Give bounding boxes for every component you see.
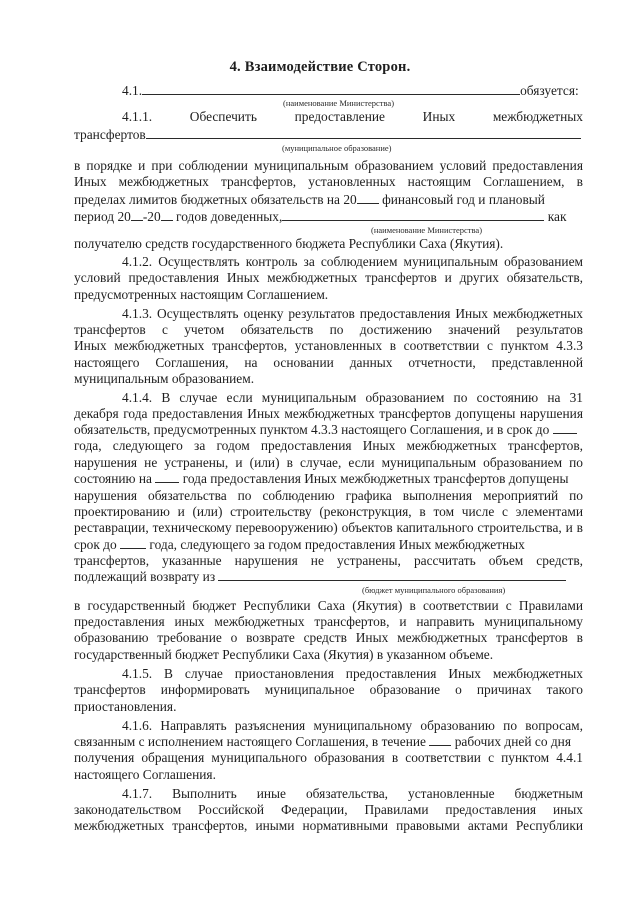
line-text: условий предоставления Иных межбюджетных трансфертов и других обязательств, [74,270,583,285]
text-line [74,270,583,286]
line-text: предусмотренных настоящим Соглашением. [74,287,329,302]
line-text: в государственный бюджет Республики Саха (Якутия) в соответствии с Правилами [74,598,583,613]
line-text: приостановления. [74,699,177,714]
text-line [74,569,583,585]
line-tail: года предоставления Иных межбюджетных трансфертов допущены [179,471,569,486]
text-line [74,520,583,536]
field-caption: (бюджет муниципального образования) [362,585,506,595]
blank-fill-line [146,127,581,139]
line-text: срок до [74,537,117,552]
section-title: 4. Взаимодействие Сторон. [229,59,411,75]
line-text: в порядке и при соблюдении муниципальным образованием условий предоставления [74,158,583,173]
text-line [74,422,583,438]
text-line [122,666,583,682]
text-line [74,287,583,303]
line-tail: обязуется: [520,83,579,98]
field-caption: (муниципальное образование) [282,143,392,153]
blank-fill-line [142,83,520,95]
text-line [74,236,583,252]
line-text: 4.1.2. Осуществлять контроль за соблюдением муниципальным образованием [122,254,583,269]
line-text: предоставления иных межбюджетных трансфертов, и направить муниципальному [74,614,583,629]
line-text: получения обращения муниципального образования в соответствии с пунктом 4.4.1 [74,750,583,765]
text-line [74,488,583,504]
line-text: декабря года предоставления Иных межбюджетных трансфертов допущены нарушения [74,406,583,421]
text-line [74,699,583,715]
blank-fill-line [553,422,577,434]
line-text: состоянию на [74,471,152,486]
blank-fill-line [120,537,146,549]
line-text: муниципальным образованием. [74,371,255,386]
line-text: года, следующего за годом предоставления Иных межбюджетных трансфертов, [74,438,583,453]
line-text: трансфертов информировать муниципальное образование о причинах такого [74,682,583,697]
line-text: связанным с исполнением настоящего Соглашения, в течение [74,734,426,749]
blank-fill-line [357,192,379,204]
text-line [74,209,583,225]
line-text: Иных межбюджетных трансфертов, установленных в соответствии с пунктом 4.3.3 [74,338,583,353]
line-text: нарушения не устранены, и (или) в случае, если муниципальным образованием по [74,455,583,470]
blank-fill-line [429,734,451,746]
text-line [74,127,583,143]
text-line [74,355,583,371]
line-text: 4.1. [122,83,143,98]
line-text: период 20 [74,209,131,224]
text-line [122,390,583,406]
line-text: Иных межбюджетных трансфертов, установленных настоящим Соглашением, в [74,174,583,189]
line-text: настоящего Соглашения. [74,767,216,782]
line-tail: финансовый год и плановый [378,192,545,207]
text-line [74,537,583,553]
line-text: 4.1.3. Осуществлять оценку результатов предоставления Иных межбюджетных [122,306,583,321]
line-text: обязательств, предусмотренных пунктом 4.3.3 настоящего Соглашения, и в срок до [74,422,550,437]
line-text: настоящего Соглашения, на основании данных отчетности, представленной [74,355,583,370]
line-text: трансфертов, указанные нарушения не устранены, рассчитать объем средств, [74,553,583,568]
text-line [122,306,583,322]
text-line [122,109,583,125]
line-text: трансфертов с учетом обязательств по достижению значений результатов [74,322,583,337]
line-text: нарушения обязательства по соблюдению графика выполнения мероприятий по [74,488,583,503]
blank-fill-line [131,209,143,221]
text-line [74,504,583,520]
text-line [74,192,583,208]
line-text: 4.1.7. Выполнить иные обязательства, установленные бюджетным [122,786,583,801]
text-line [74,682,583,698]
line-mid: -20 [142,209,161,224]
line-text: проектированию и (или) строительству (реконструкция, в том числе с элементами [74,504,583,519]
line-end: как [547,209,567,224]
text-line [74,553,583,569]
text-line [74,598,583,614]
line-text: 4.1.4. В случае если муниципальным образованием по состоянию на 31 [122,390,583,405]
field-caption: (наименование Министерства) [283,98,395,108]
line-tail: года, следующего за годом предоставления Иных межбюджетных [146,537,525,552]
text-line [74,767,583,783]
text-line [122,254,583,270]
line-text: реставрации, техническому перевооружению) объектов капитального строительства, и в [74,520,583,535]
line-tail: годов доведенных, [172,209,283,224]
text-line [74,371,583,387]
text-line [74,438,583,454]
text-line [74,630,583,646]
line-text: трансфертов [74,127,146,142]
line-text: межбюджетных трансфертов, иными нормативными правовыми актами Республики [74,818,583,833]
text-line [74,406,583,422]
text-line [74,750,583,766]
line-text: образованию требование о возврате средств Иных межбюджетных трансфертов в [74,630,583,645]
text-line [74,647,583,663]
line-text: подлежащий возврату из [74,569,216,584]
text-line [74,802,583,818]
line-text: пределах лимитов бюджетных обязательств на 20 [74,192,357,207]
text-line [74,734,583,750]
line-text: законодательством Российской Федерации, Правилами предоставления иных [74,802,583,817]
text-line [74,818,583,834]
text-line [74,614,583,630]
text-line [74,322,583,338]
text-line [74,158,583,174]
line-text: 4.1.6. Направлять разъяснения муниципальному образованию по вопросам, [122,718,583,733]
text-line [122,83,583,99]
field-caption: (наименование Министерства) [371,225,483,235]
line-text: государственный бюджет Республики Саха (Якутия) в указанном объеме. [74,647,494,662]
blank-fill-line [282,209,544,221]
line-text: получателю средств государственного бюджета Республики Саха (Якутия). [74,236,504,251]
blank-fill-line [218,569,566,581]
text-line [74,455,583,471]
line-text: 4.1.1. Обеспечить предоставление Иных межбюджетных [122,109,583,124]
text-line [122,786,583,802]
line-text: 4.1.5. В случае приостановления предоставления Иных межбюджетных [122,666,583,681]
text-line [74,471,583,487]
blank-fill-line [155,471,179,483]
line-tail: рабочих дней со дня [451,734,571,749]
text-line [122,718,583,734]
text-line [74,338,583,354]
blank-fill-line [161,209,173,221]
text-line [74,174,583,190]
